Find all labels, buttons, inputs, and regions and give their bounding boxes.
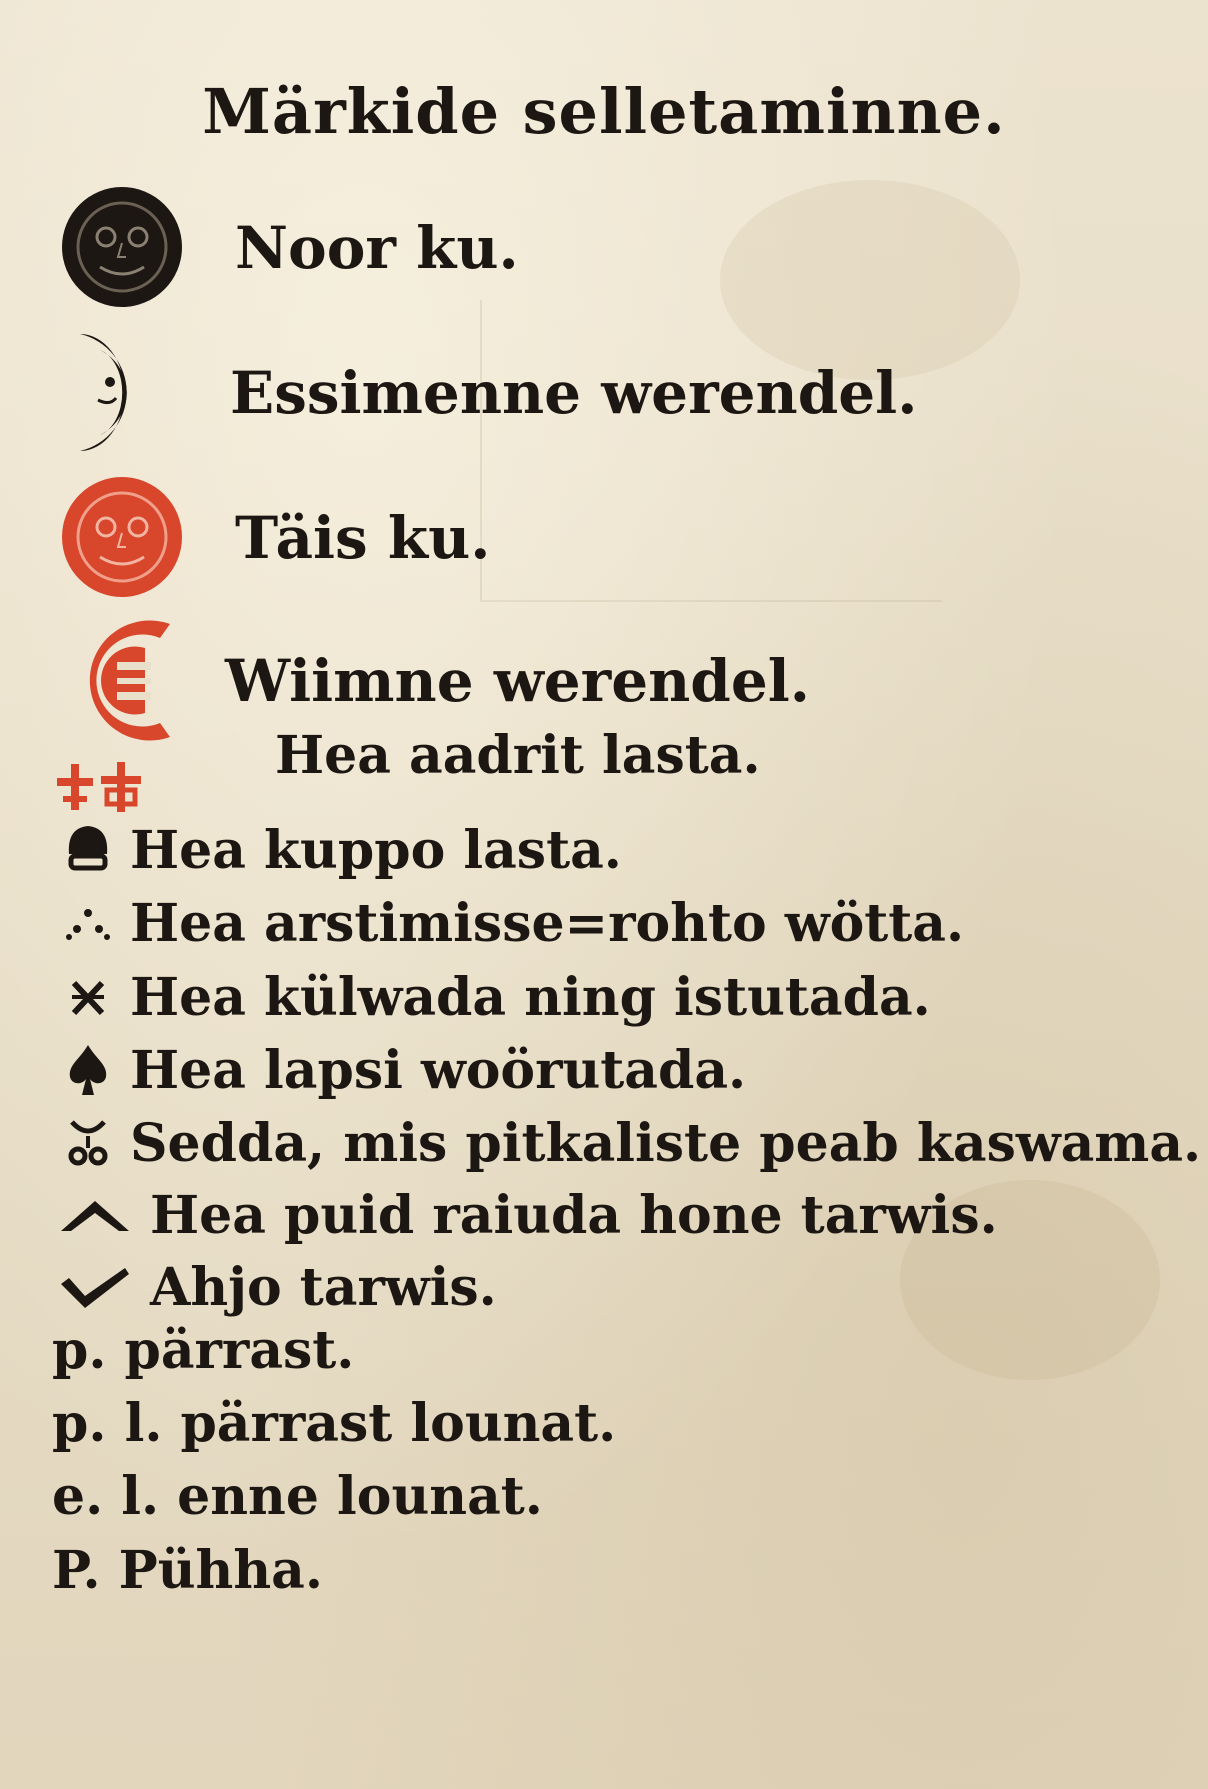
abbr-p-meaning: pärrast. — [124, 1320, 355, 1381]
legend-row-abbr-P — [52, 1540, 323, 1601]
legend-row-new-moon — [60, 185, 519, 310]
full-moon-icon — [60, 475, 185, 600]
bloodletting-crosses-icon — [55, 760, 160, 815]
legend-row-timber — [50, 1180, 998, 1250]
last-quarter-moon-icon — [65, 618, 180, 743]
legend-row-abbr-p — [52, 1320, 354, 1381]
legend-row-long-growing — [55, 1108, 1201, 1178]
abbr-P: P. — [52, 1540, 101, 1601]
new-moon-label: Noor ku. — [235, 213, 519, 282]
abbr-p: p. — [52, 1320, 107, 1381]
weaning-label: Hea lapsi woörutada. — [130, 1039, 747, 1101]
bloodletting-label: Hea aadrit lasta. — [275, 725, 761, 786]
sowing-label: Hea külwada ning istutada. — [130, 966, 931, 1028]
first-quarter-label: Essimenne werendel. — [230, 358, 918, 427]
last-quarter-label: Wiimne werendel. — [225, 646, 810, 715]
abbr-el-meaning: enne lounat. — [177, 1466, 543, 1527]
abbr-pl-meaning: pärrast lounat. — [180, 1393, 617, 1454]
abbr-pl: p. l. — [52, 1393, 163, 1454]
long-growing-label: Sedda, mis pitkaliste peab kaswama. — [130, 1112, 1202, 1174]
abbr-P-meaning: Pühha. — [118, 1540, 323, 1601]
legend-row-bloodletting — [275, 725, 761, 786]
legend-row-weaning — [55, 1035, 746, 1105]
legend-row-cupping — [55, 815, 622, 885]
full-moon-label: Täis ku. — [235, 503, 491, 572]
caret-up-icon — [50, 1180, 140, 1250]
check-mark-icon — [50, 1252, 140, 1322]
abbr-el: e. l. — [52, 1466, 160, 1527]
oven-label: Ahjo tarwis. — [150, 1256, 497, 1318]
cupping-icon — [55, 815, 120, 885]
first-quarter-moon-icon — [70, 330, 180, 455]
cupping-label: Hea kuppo lasta. — [130, 819, 622, 881]
page-title: Märkide selletaminne. — [202, 75, 1006, 148]
medicine-label: Hea arstimisse=rohto wötta. — [130, 892, 965, 954]
legend-row-first-quarter — [70, 330, 917, 455]
timber-label: Hea puid raiuda hone tarwis. — [150, 1184, 998, 1246]
legend-row-oven — [50, 1252, 497, 1322]
legend-row-abbr-el — [52, 1466, 543, 1527]
legend-row-sowing — [55, 962, 931, 1032]
legend-row-medicine — [55, 888, 964, 958]
legend-row-full-moon — [60, 475, 490, 600]
sowing-cross-icon — [55, 962, 120, 1032]
three-dots-icon — [55, 888, 120, 958]
legend-row-abbr-pl — [52, 1393, 616, 1454]
spade-icon — [55, 1035, 120, 1105]
cancer-sign-icon — [55, 1108, 120, 1178]
new-moon-icon — [60, 185, 185, 310]
